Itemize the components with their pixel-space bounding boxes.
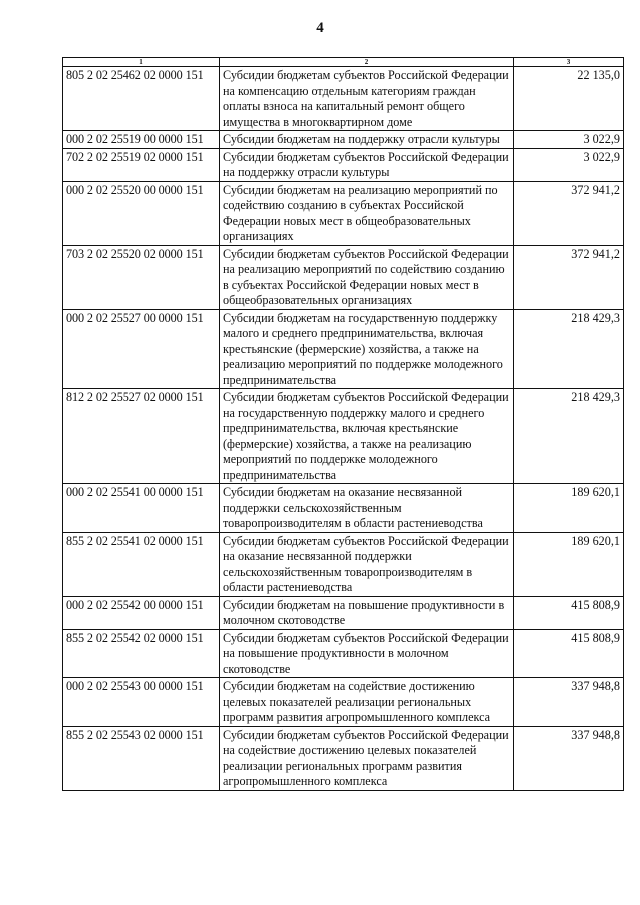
table-row (63, 309, 624, 389)
column-header-name: 2 (220, 58, 514, 67)
table-row (63, 532, 624, 596)
budget-table (62, 57, 624, 791)
row-amount: 189 620,1 (514, 484, 624, 533)
table-row (63, 131, 624, 149)
row-name: Субсидии бюджетам на поддержку отрасли культуры (220, 131, 514, 149)
column-header-amount: 3 (514, 58, 624, 67)
row-name: Субсидии бюджетам на реализацию мероприятий по содействию созданию в субъектах Российской Федерации новых мест в общеобразовательных организациях (220, 181, 514, 245)
row-amount: 415 808,9 (514, 629, 624, 678)
row-amount: 189 620,1 (514, 532, 624, 596)
row-code: 000 2 02 25541 00 0000 151 (63, 484, 220, 533)
row-name: Субсидии бюджетам на содействие достижению целевых показателей реализации региональных программ развития агропромышленного комплекса (220, 678, 514, 727)
row-code: 000 2 02 25527 00 0000 151 (63, 309, 220, 389)
row-code: 000 2 02 25542 00 0000 151 (63, 596, 220, 629)
table-row (63, 245, 624, 309)
row-name: Субсидии бюджетам на оказание несвязанной поддержки сельскохозяйственным товаропроизводителям в области растениеводства (220, 484, 514, 533)
row-code: 855 2 02 25543 02 0000 151 (63, 726, 220, 790)
row-code: 855 2 02 25542 02 0000 151 (63, 629, 220, 678)
table-row (63, 67, 624, 131)
row-name: Субсидии бюджетам субъектов Российской Федерации на компенсацию отдельным категориям граждан оплаты взноса на капитальный ремонт общего имущества в многоквартирном доме (220, 67, 514, 131)
row-amount: 218 429,3 (514, 389, 624, 484)
row-name: Субсидии бюджетам субъектов Российской Федерации на повышение продуктивности в молочном скотоводстве (220, 629, 514, 678)
table-row (63, 148, 624, 181)
table-header-row (63, 58, 624, 67)
row-code: 000 2 02 25519 00 0000 151 (63, 131, 220, 149)
page-number: 4 (316, 20, 324, 36)
row-code: 000 2 02 25543 00 0000 151 (63, 678, 220, 727)
row-name: Субсидии бюджетам субъектов Российской Федерации на содействие достижению целевых показателей реализации региональных программ развития агропромышленного комплекса (220, 726, 514, 790)
row-amount: 372 941,2 (514, 181, 624, 245)
table-row (63, 389, 624, 484)
row-code: 855 2 02 25541 02 0000 151 (63, 532, 220, 596)
row-name: Субсидии бюджетам субъектов Российской Федерации на оказание несвязанной поддержки сельскохозяйственным товаропроизводителям в области растениеводства (220, 532, 514, 596)
table-row (63, 596, 624, 629)
row-name: Субсидии бюджетам субъектов Российской Федерации на поддержку отрасли культуры (220, 148, 514, 181)
row-code: 702 2 02 25519 02 0000 151 (63, 148, 220, 181)
table-row (63, 678, 624, 727)
row-amount: 218 429,3 (514, 309, 624, 389)
row-name: Субсидии бюджетам на государственную поддержку малого и среднего предпринимательства, включая крестьянские (фермерские) хозяйства, а также на реализацию мероприятий по поддержке молодежного предпринимательства (220, 309, 514, 389)
row-code: 805 2 02 25462 02 0000 151 (63, 67, 220, 131)
row-amount: 3 022,9 (514, 148, 624, 181)
table-row (63, 726, 624, 790)
row-amount: 337 948,8 (514, 726, 624, 790)
row-name: Субсидии бюджетам на повышение продуктивности в молочном скотоводстве (220, 596, 514, 629)
column-header-code: 1 (63, 58, 220, 67)
row-amount: 22 135,0 (514, 67, 624, 131)
row-amount: 3 022,9 (514, 131, 624, 149)
table-row (63, 484, 624, 533)
table-row (63, 181, 624, 245)
row-name: Субсидии бюджетам субъектов Российской Федерации на реализацию мероприятий по содействию созданию в субъектах Российской Федерации новых мест в общеобразовательных организациях (220, 245, 514, 309)
row-code: 812 2 02 25527 02 0000 151 (63, 389, 220, 484)
table-row (63, 629, 624, 678)
row-amount: 337 948,8 (514, 678, 624, 727)
row-amount: 415 808,9 (514, 596, 624, 629)
row-code: 703 2 02 25520 02 0000 151 (63, 245, 220, 309)
row-name: Субсидии бюджетам субъектов Российской Федерации на государственную поддержку малого и среднего предпринимательства, включая крестьянские (фермерские) хозяйства, а также на реализацию мероприятий по поддержке молодежного предпринимательства (220, 389, 514, 484)
row-amount: 372 941,2 (514, 245, 624, 309)
row-code: 000 2 02 25520 00 0000 151 (63, 181, 220, 245)
